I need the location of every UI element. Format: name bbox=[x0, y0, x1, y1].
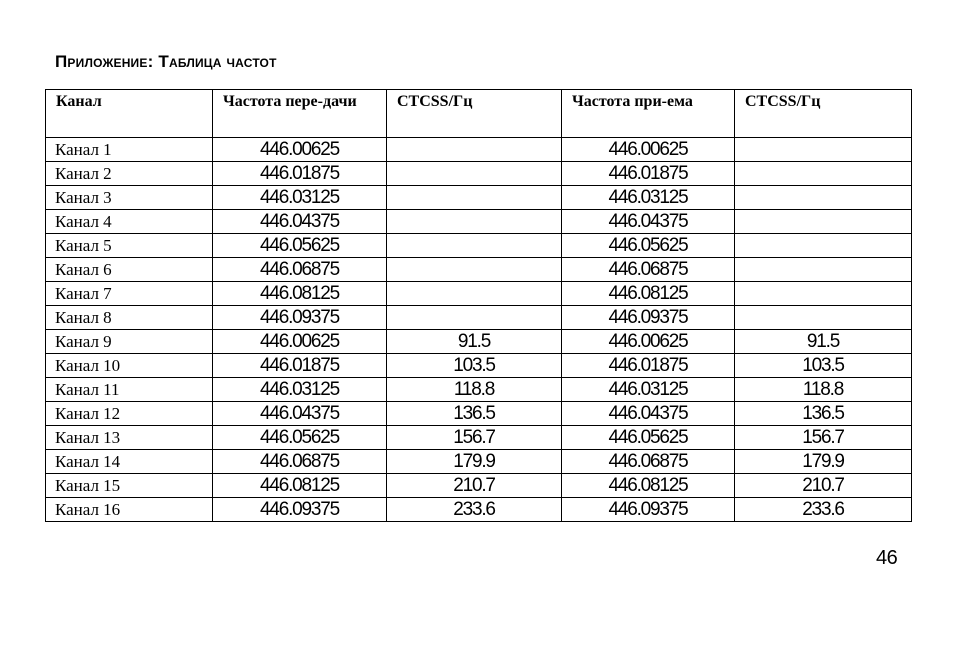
rx-frequency-cell: 446.04375 bbox=[562, 210, 735, 234]
rx-ctcss-cell: 103.5 bbox=[735, 354, 912, 378]
tx-frequency-cell: 446.09375 bbox=[213, 306, 387, 330]
rx-ctcss-cell bbox=[735, 186, 912, 210]
rx-ctcss-cell: 118.8 bbox=[735, 378, 912, 402]
tx-frequency-cell: 446.09375 bbox=[213, 498, 387, 522]
tx-ctcss-cell: 103.5 bbox=[387, 354, 562, 378]
rx-frequency-cell: 446.08125 bbox=[562, 474, 735, 498]
tx-ctcss-cell bbox=[387, 234, 562, 258]
table-row bbox=[46, 330, 912, 354]
rx-ctcss-cell bbox=[735, 306, 912, 330]
rx-frequency-cell: 446.05625 bbox=[562, 426, 735, 450]
channel-name-cell: Канал 4 bbox=[46, 210, 213, 234]
table-row bbox=[46, 402, 912, 426]
tx-ctcss-cell: 136.5 bbox=[387, 402, 562, 426]
rx-frequency-cell: 446.01875 bbox=[562, 354, 735, 378]
channel-name-cell: Канал 1 bbox=[46, 138, 213, 162]
rx-ctcss-cell bbox=[735, 258, 912, 282]
tx-frequency-cell: 446.05625 bbox=[213, 234, 387, 258]
table-header-row bbox=[46, 90, 912, 138]
channel-name-cell: Канал 9 bbox=[46, 330, 213, 354]
page-title: Приложение: Таблица частот bbox=[55, 52, 277, 71]
header-rx-ctcss: CTCSS/Гц bbox=[735, 90, 912, 138]
rx-frequency-cell: 446.06875 bbox=[562, 450, 735, 474]
rx-ctcss-cell bbox=[735, 162, 912, 186]
tx-ctcss-cell bbox=[387, 258, 562, 282]
tx-frequency-cell: 446.00625 bbox=[213, 138, 387, 162]
header-channel: Канал bbox=[46, 90, 213, 138]
table-row bbox=[46, 258, 912, 282]
rx-frequency-cell: 446.00625 bbox=[562, 330, 735, 354]
tx-frequency-cell: 446.00625 bbox=[213, 330, 387, 354]
channel-name-cell: Канал 14 bbox=[46, 450, 213, 474]
rx-frequency-cell: 446.03125 bbox=[562, 378, 735, 402]
rx-frequency-cell: 446.04375 bbox=[562, 402, 735, 426]
rx-ctcss-cell bbox=[735, 138, 912, 162]
rx-ctcss-cell: 136.5 bbox=[735, 402, 912, 426]
tx-ctcss-cell: 233.6 bbox=[387, 498, 562, 522]
tx-frequency-cell: 446.06875 bbox=[213, 258, 387, 282]
tx-frequency-cell: 446.04375 bbox=[213, 402, 387, 426]
table-row bbox=[46, 474, 912, 498]
rx-frequency-cell: 446.01875 bbox=[562, 162, 735, 186]
tx-ctcss-cell: 210.7 bbox=[387, 474, 562, 498]
table-row bbox=[46, 426, 912, 450]
tx-ctcss-cell bbox=[387, 282, 562, 306]
table-row bbox=[46, 498, 912, 522]
channel-name-cell: Канал 3 bbox=[46, 186, 213, 210]
channel-name-cell: Канал 6 bbox=[46, 258, 213, 282]
rx-frequency-cell: 446.08125 bbox=[562, 282, 735, 306]
channel-name-cell: Канал 10 bbox=[46, 354, 213, 378]
tx-ctcss-cell bbox=[387, 186, 562, 210]
rx-frequency-cell: 446.09375 bbox=[562, 306, 735, 330]
rx-frequency-cell: 446.00625 bbox=[562, 138, 735, 162]
header-rx-frequency: Частота при-ема bbox=[562, 90, 735, 138]
tx-ctcss-cell bbox=[387, 162, 562, 186]
rx-ctcss-cell: 179.9 bbox=[735, 450, 912, 474]
tx-frequency-cell: 446.03125 bbox=[213, 186, 387, 210]
table-row bbox=[46, 210, 912, 234]
channel-name-cell: Канал 12 bbox=[46, 402, 213, 426]
rx-frequency-cell: 446.05625 bbox=[562, 234, 735, 258]
header-tx-frequency: Частота пере-дачи bbox=[213, 90, 387, 138]
rx-frequency-cell: 446.06875 bbox=[562, 258, 735, 282]
channel-name-cell: Канал 8 bbox=[46, 306, 213, 330]
table-row bbox=[46, 234, 912, 258]
rx-ctcss-cell bbox=[735, 210, 912, 234]
table-row bbox=[46, 354, 912, 378]
tx-frequency-cell: 446.03125 bbox=[213, 378, 387, 402]
tx-ctcss-cell: 156.7 bbox=[387, 426, 562, 450]
rx-ctcss-cell: 233.6 bbox=[735, 498, 912, 522]
table-row bbox=[46, 306, 912, 330]
table-row bbox=[46, 378, 912, 402]
rx-frequency-cell: 446.09375 bbox=[562, 498, 735, 522]
table-row bbox=[46, 162, 912, 186]
channel-name-cell: Канал 7 bbox=[46, 282, 213, 306]
tx-ctcss-cell: 91.5 bbox=[387, 330, 562, 354]
table-row bbox=[46, 282, 912, 306]
tx-ctcss-cell: 179.9 bbox=[387, 450, 562, 474]
tx-ctcss-cell bbox=[387, 306, 562, 330]
rx-ctcss-cell: 210.7 bbox=[735, 474, 912, 498]
rx-frequency-cell: 446.03125 bbox=[562, 186, 735, 210]
tx-ctcss-cell: 118.8 bbox=[387, 378, 562, 402]
tx-frequency-cell: 446.08125 bbox=[213, 282, 387, 306]
tx-frequency-cell: 446.01875 bbox=[213, 162, 387, 186]
tx-ctcss-cell bbox=[387, 138, 562, 162]
rx-ctcss-cell: 156.7 bbox=[735, 426, 912, 450]
rx-ctcss-cell: 91.5 bbox=[735, 330, 912, 354]
channel-name-cell: Канал 11 bbox=[46, 378, 213, 402]
tx-frequency-cell: 446.05625 bbox=[213, 426, 387, 450]
tx-frequency-cell: 446.04375 bbox=[213, 210, 387, 234]
tx-frequency-cell: 446.06875 bbox=[213, 450, 387, 474]
frequency-table bbox=[45, 89, 912, 522]
table-row bbox=[46, 138, 912, 162]
tx-ctcss-cell bbox=[387, 210, 562, 234]
table-body bbox=[46, 138, 912, 522]
channel-name-cell: Канал 5 bbox=[46, 234, 213, 258]
channel-name-cell: Канал 16 bbox=[46, 498, 213, 522]
rx-ctcss-cell bbox=[735, 282, 912, 306]
header-tx-ctcss: CTCSS/Гц bbox=[387, 90, 562, 138]
page-number: 46 bbox=[876, 547, 898, 569]
channel-name-cell: Канал 15 bbox=[46, 474, 213, 498]
table-row bbox=[46, 186, 912, 210]
table-row bbox=[46, 450, 912, 474]
rx-ctcss-cell bbox=[735, 234, 912, 258]
channel-name-cell: Канал 2 bbox=[46, 162, 213, 186]
tx-frequency-cell: 446.08125 bbox=[213, 474, 387, 498]
tx-frequency-cell: 446.01875 bbox=[213, 354, 387, 378]
channel-name-cell: Канал 13 bbox=[46, 426, 213, 450]
